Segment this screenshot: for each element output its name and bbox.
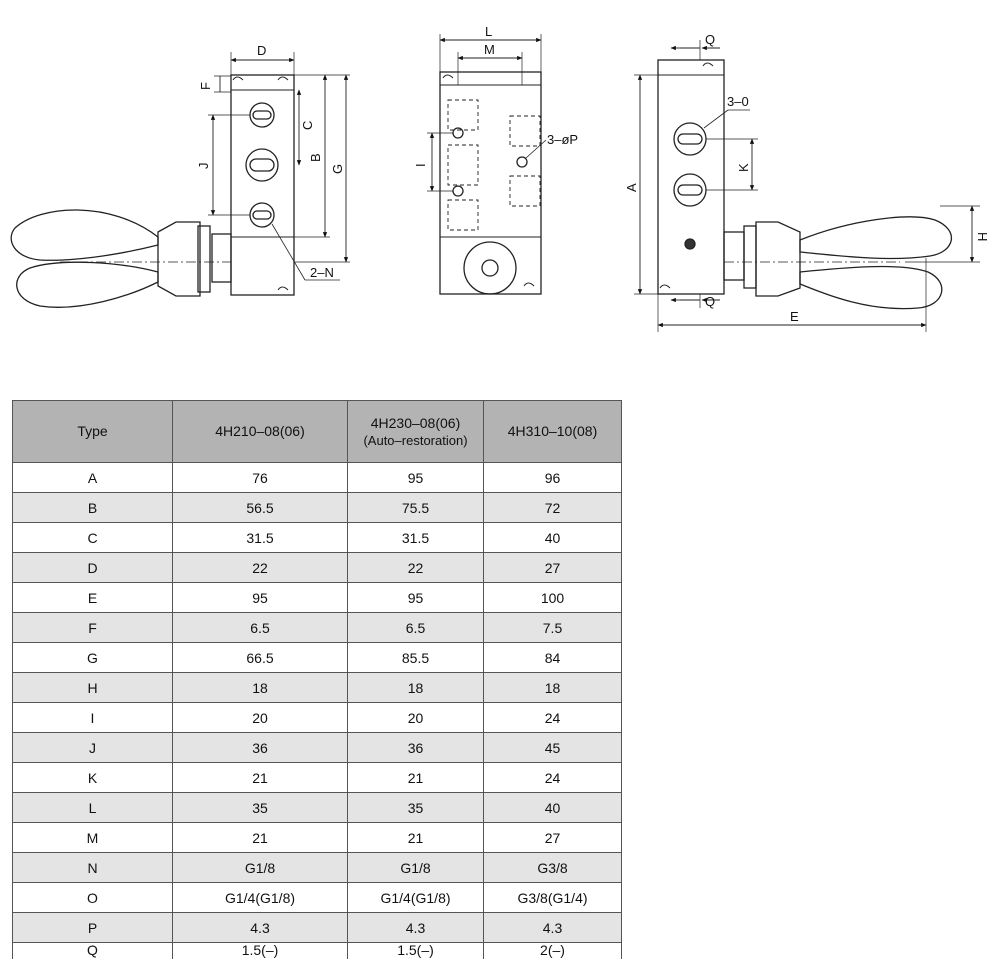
middle-view (427, 34, 546, 294)
dimension-table (12, 400, 622, 959)
cell-value: 1.5(–) (348, 943, 484, 960)
technical-drawing (0, 0, 1000, 350)
dim-label-f: F (198, 82, 213, 90)
cell-value: 18 (484, 673, 622, 703)
cell-value: 31.5 (348, 523, 484, 553)
cell-value: 4.3 (348, 913, 484, 943)
table-row (13, 763, 622, 793)
row-label: L (13, 793, 173, 823)
dim-label-e: E (790, 309, 799, 324)
dim-label-3o: 3–0 (727, 94, 749, 109)
cell-value: 24 (484, 763, 622, 793)
row-label: C (13, 523, 173, 553)
valve-dimension-drawing (0, 0, 1000, 350)
cell-value: 6.5 (348, 613, 484, 643)
row-label: I (13, 703, 173, 733)
cell-value: 21 (348, 763, 484, 793)
table-row (13, 583, 622, 613)
table-row (13, 733, 622, 763)
knob-cap (464, 242, 516, 294)
cell-value: 1.5(–) (173, 943, 348, 960)
row-label: A (13, 463, 173, 493)
header-4h230-note: (Auto–restoration) (363, 432, 468, 448)
cell-value: 27 (484, 553, 622, 583)
row-label: E (13, 583, 173, 613)
cell-value: G3/8 (484, 853, 622, 883)
header-type: Type (13, 401, 173, 463)
cell-value: 21 (348, 823, 484, 853)
cell-value: 45 (484, 733, 622, 763)
valve-body-middle (440, 72, 541, 294)
table-row (13, 643, 622, 673)
cell-value: 40 (484, 793, 622, 823)
table-body (13, 463, 622, 960)
cell-value: 4.3 (484, 913, 622, 943)
cell-value: 2(–) (484, 943, 622, 960)
cell-value: G1/8 (348, 853, 484, 883)
cell-value: 36 (173, 733, 348, 763)
cell-value: 22 (348, 553, 484, 583)
row-label: D (13, 553, 173, 583)
table-row (13, 913, 622, 943)
port-middle (246, 149, 278, 181)
table-row (13, 793, 622, 823)
dim-label-q-top: Q (705, 32, 716, 47)
dim-label-a: A (624, 183, 639, 192)
table-header-row (13, 401, 622, 463)
cell-value: 20 (348, 703, 484, 733)
left-view (11, 52, 350, 307)
table-row (13, 493, 622, 523)
dim-label-h: H (975, 232, 990, 242)
port-right-upper (674, 123, 706, 155)
cell-value: 95 (348, 583, 484, 613)
table-row (13, 883, 622, 913)
row-label: F (13, 613, 173, 643)
table-row (13, 823, 622, 853)
row-label: G (13, 643, 173, 673)
dim-label-b: B (308, 153, 323, 162)
cell-value: 7.5 (484, 613, 622, 643)
row-label: M (13, 823, 173, 853)
cell-value: 4.3 (173, 913, 348, 943)
header-4h230 (348, 401, 484, 463)
cell-value: 96 (484, 463, 622, 493)
header-4h210: 4H210–08(06) (173, 401, 348, 463)
row-label: J (13, 733, 173, 763)
dim-label-m: M (484, 42, 495, 57)
cell-value: 21 (173, 823, 348, 853)
lever-handle-right (724, 217, 951, 309)
dim-label-d: D (257, 43, 267, 58)
lever-handle-left (11, 210, 231, 307)
cell-value: 27 (484, 823, 622, 853)
table-row (13, 853, 622, 883)
row-label: Q (13, 943, 173, 960)
dim-label-2n: 2–N (310, 265, 334, 280)
dim-label-c: C (300, 120, 315, 130)
cell-value: 24 (484, 703, 622, 733)
cell-value: 95 (173, 583, 348, 613)
table-row (13, 613, 622, 643)
cell-value: 75.5 (348, 493, 484, 523)
cell-value: G1/8 (173, 853, 348, 883)
cell-value: 18 (348, 673, 484, 703)
header-4h230-model: 4H230–08(06) (370, 414, 461, 431)
valve-body-right (658, 60, 724, 294)
dim-label-l: L (485, 24, 493, 39)
dim-label-i: I (413, 163, 428, 167)
cell-value: G1/4(G1/8) (173, 883, 348, 913)
port-right-lower (674, 174, 706, 206)
table-row (13, 703, 622, 733)
cell-value: 40 (484, 523, 622, 553)
row-label: K (13, 763, 173, 793)
table-row (13, 553, 622, 583)
table-row (13, 943, 622, 960)
valve-body-left (231, 75, 294, 295)
cell-value: 72 (484, 493, 622, 523)
cell-value: 100 (484, 583, 622, 613)
cell-value: 76 (173, 463, 348, 493)
cell-value: 18 (173, 673, 348, 703)
cell-value: 20 (173, 703, 348, 733)
row-label: N (13, 853, 173, 883)
cell-value: 85.5 (348, 643, 484, 673)
row-label: H (13, 673, 173, 703)
cell-value: 36 (348, 733, 484, 763)
cell-value: 35 (348, 793, 484, 823)
dim-label-3p: 3–øP (547, 132, 579, 147)
cell-value: 21 (173, 763, 348, 793)
cell-value: 84 (484, 643, 622, 673)
cell-value: 6.5 (173, 613, 348, 643)
table-row (13, 463, 622, 493)
cell-value: 56.5 (173, 493, 348, 523)
table-row (13, 673, 622, 703)
cell-value: 22 (173, 553, 348, 583)
cell-value: G1/4(G1/8) (348, 883, 484, 913)
dim-label-q-bottom: Q (705, 294, 716, 309)
row-label: P (13, 913, 173, 943)
dim-label-k: K (736, 163, 751, 172)
header-4h310: 4H310–10(08) (484, 401, 622, 463)
right-view (634, 40, 980, 332)
cell-value: 95 (348, 463, 484, 493)
row-label: B (13, 493, 173, 523)
dim-label-j: J (196, 162, 211, 169)
dim-label-g: G (330, 163, 345, 174)
cell-value: G3/8(G1/4) (484, 883, 622, 913)
row-label: O (13, 883, 173, 913)
cell-value: 31.5 (173, 523, 348, 553)
table-row (13, 523, 622, 553)
cell-value: 66.5 (173, 643, 348, 673)
cell-value: 35 (173, 793, 348, 823)
